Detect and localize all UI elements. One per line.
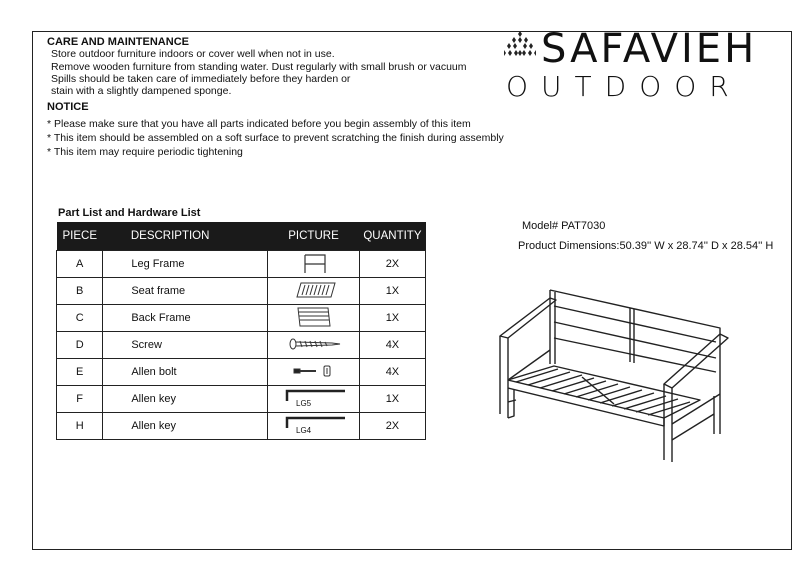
piece-cell: F [57, 386, 103, 413]
care-line-4: stain with a slightly dampened sponge. [51, 85, 232, 97]
quantity-cell: 4X [359, 359, 425, 386]
piece-cell: H [57, 413, 103, 440]
table-row [57, 278, 426, 305]
brand-subtitle: OUTDOOR [506, 70, 742, 103]
piece-cell: A [57, 251, 103, 278]
picture-cell [268, 386, 360, 413]
piece-cell: C [57, 305, 103, 332]
quantity-cell: 2X [359, 251, 425, 278]
care-line-3: Spills should be taken care of immediately before they harden or [51, 73, 351, 85]
loveseat-illustration [494, 284, 730, 466]
model-number: Model# PAT7030 [522, 220, 606, 232]
allen-key-icon [279, 387, 349, 409]
allen-key-size-label: LG4 [295, 425, 311, 435]
piece-cell: E [57, 359, 103, 386]
description-cell: Screw [103, 332, 268, 359]
header-quantity: QUANTITY [359, 222, 425, 251]
notice-line-1: * Please make sure that you have all parts indicated before you begin assembly of this item [47, 118, 471, 130]
picture-cell [268, 251, 360, 278]
brand-name: SAFAVIEH [541, 26, 758, 72]
header-piece: PIECE [57, 222, 103, 251]
table-row [57, 251, 426, 278]
header-description: DESCRIPTION [103, 222, 268, 251]
product-dimensions: Product Dimensions:50.39'' W x 28.74'' D x 28.54'' H [518, 240, 774, 252]
table-row [57, 332, 426, 359]
back-frame-icon [292, 306, 336, 328]
quantity-cell: 1X [359, 386, 425, 413]
leg-frame-icon [294, 252, 334, 274]
description-cell: Seat frame [103, 278, 268, 305]
care-heading: CARE AND MAINTENANCE [47, 36, 189, 48]
quantity-cell: 1X [359, 305, 425, 332]
quantity-cell: 2X [359, 413, 425, 440]
screw-icon [286, 336, 342, 352]
picture-cell [268, 359, 360, 386]
quantity-cell: 1X [359, 278, 425, 305]
notice-line-2: * This item should be assembled on a soft surface to prevent scratching the finish during assembly [47, 132, 504, 144]
care-line-1: Store outdoor furniture indoors or cover well when not in use. [51, 48, 335, 60]
seat-frame-icon [289, 279, 339, 301]
header-picture: PICTURE [268, 222, 360, 251]
parts-title: Part List and Hardware List [58, 207, 201, 219]
table-row [57, 386, 426, 413]
picture-cell [268, 413, 360, 440]
table-row [57, 413, 426, 440]
description-cell: Back Frame [103, 305, 268, 332]
allen-key-icon [279, 414, 349, 436]
description-cell: Allen bolt [103, 359, 268, 386]
table-row [57, 359, 426, 386]
parts-table [56, 222, 426, 440]
description-cell: Allen key [103, 386, 268, 413]
description-cell: Leg Frame [103, 251, 268, 278]
picture-cell [268, 278, 360, 305]
allen-key-size-label: LG5 [295, 398, 311, 408]
picture-cell [268, 305, 360, 332]
allen-bolt-icon [290, 363, 338, 379]
notice-heading: NOTICE [47, 101, 89, 113]
quantity-cell: 4X [359, 332, 425, 359]
notice-line-3: * This item may require periodic tightening [47, 146, 243, 158]
parts-header-row [57, 222, 426, 251]
care-line-2: Remove wooden furniture from standing water. Dust regularly with small brush or vacuum [51, 61, 467, 73]
picture-cell [268, 332, 360, 359]
safavieh-logo-icon [504, 31, 536, 63]
description-cell: Allen key [103, 413, 268, 440]
piece-cell: B [57, 278, 103, 305]
table-row [57, 305, 426, 332]
piece-cell: D [57, 332, 103, 359]
